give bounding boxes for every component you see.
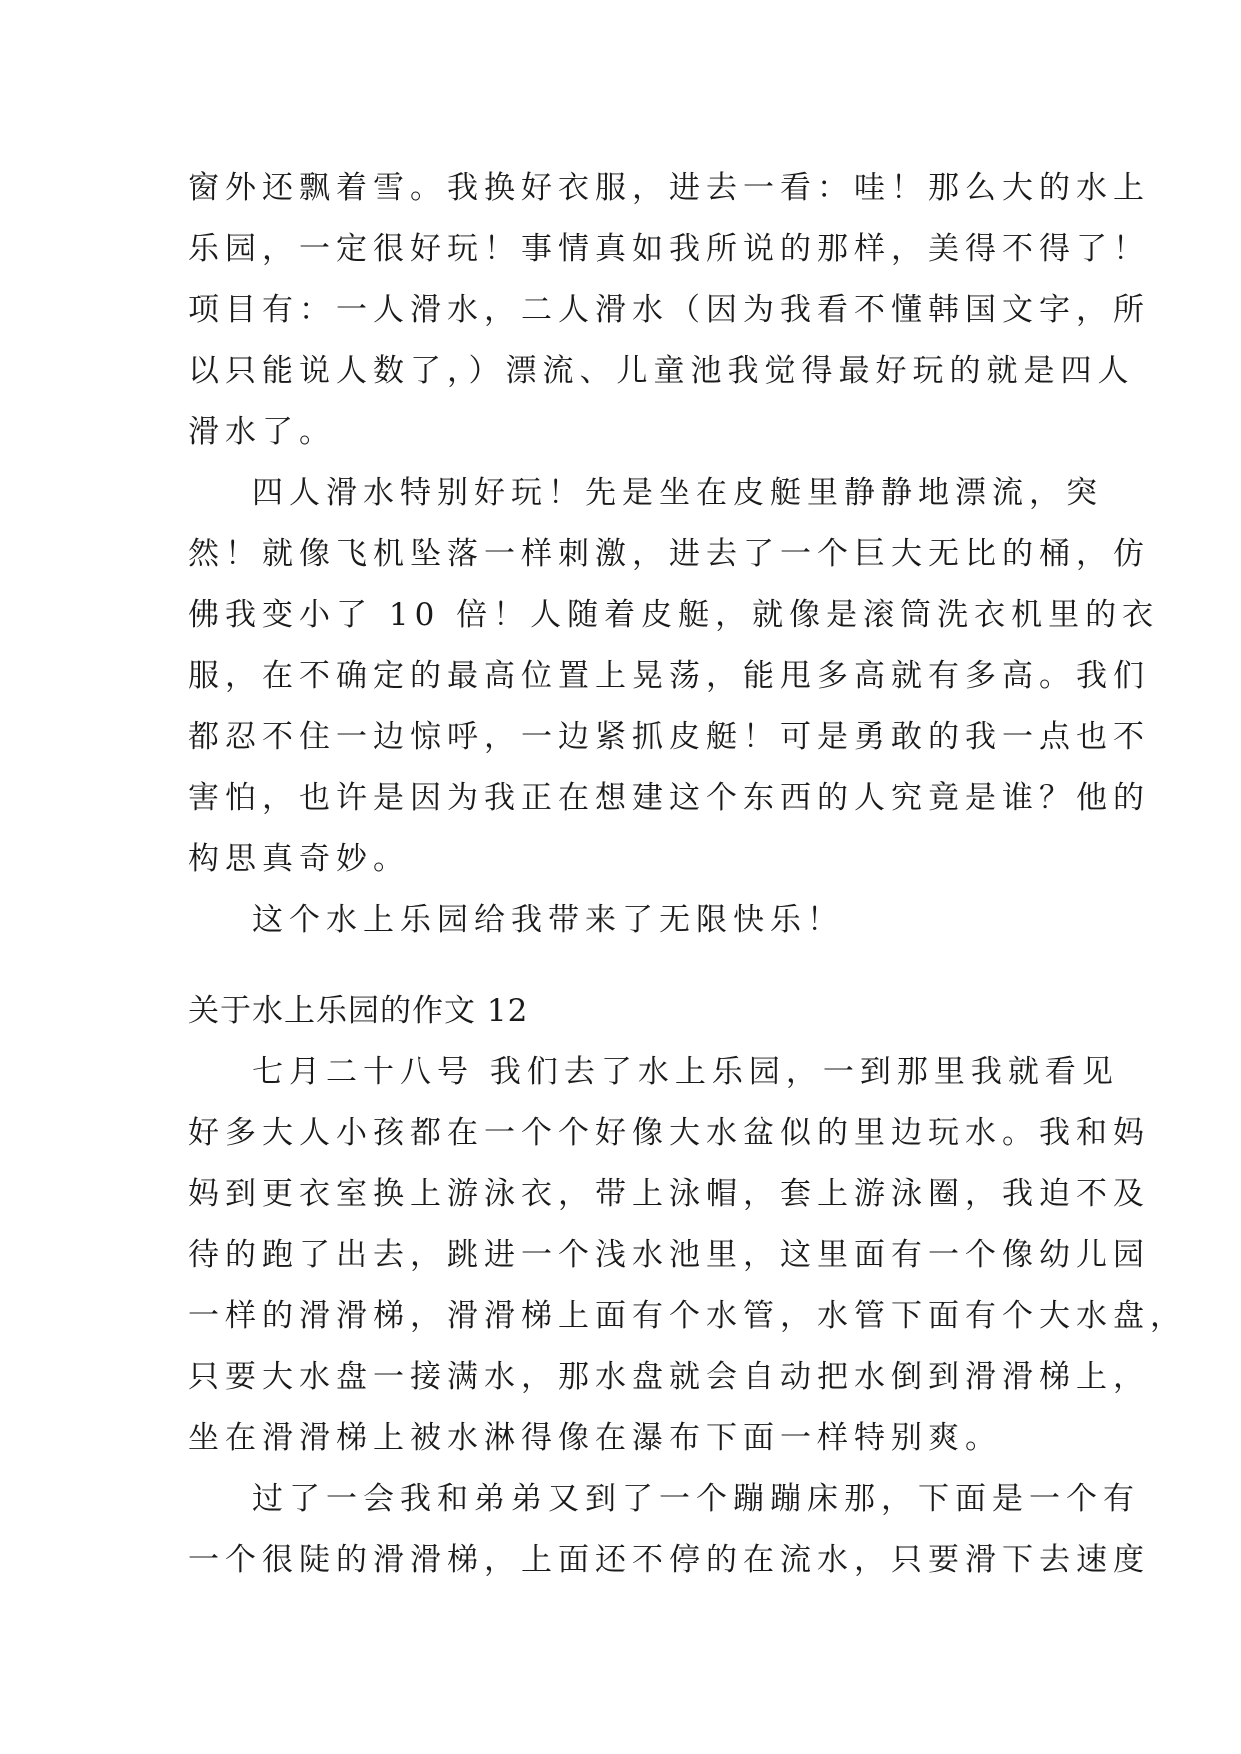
text-line: 滑水了。 (188, 414, 336, 450)
text-line: 一样的滑滑梯，滑滑梯上面有个水管，水管下面有个大水盘， (188, 1298, 1187, 1334)
text-line: 项目有：一人滑水，二人滑水（因为我看不懂韩国文字，所 (188, 292, 1150, 328)
paragraph (188, 463, 1160, 890)
section-gap (188, 951, 1068, 981)
text-line: 然！就像飞机坠落一样刺激，进去了一个巨大无比的桶，仿 (188, 536, 1150, 572)
text-line: 以只能说人数了，）漂流、儿童池我觉得最好玩的就是四人 (188, 353, 1135, 389)
text-line: 待的跑了出去，跳进一个浅水池里，这里面有一个像幼儿园 (188, 1237, 1150, 1273)
text-line: 服，在不确定的最高位置上晃荡，能甩多高就有多高。我们 (188, 658, 1150, 694)
section-title: 关于水上乐园的作文 12 (188, 993, 529, 1029)
paragraph (188, 1042, 1187, 1469)
text-line: 构思真奇妙。 (188, 841, 410, 877)
text-line: 乐园，一定很好玩！事情真如我所说的那样，美得不得了！ (188, 231, 1150, 267)
text-line: 只要大水盘一接满水，那水盘就会自动把水倒到滑滑梯上， (188, 1359, 1150, 1395)
text-line: 七月二十八号 我们去了水上乐园，一到那里我就看见 (252, 1054, 1119, 1090)
text-line: 好多大人小孩都在一个个好像大水盆似的里边玩水。我和妈 (188, 1115, 1150, 1151)
text-line: 一个很陡的滑滑梯，上面还不停的在流水，只要滑下去速度 (188, 1542, 1150, 1578)
paragraph (188, 158, 1150, 463)
text-line: 窗外还飘着雪。我换好衣服，进去一看：哇！那么大的水上 (188, 170, 1150, 206)
text-line: 妈到更衣室换上游泳衣，带上泳帽，套上游泳圈，我迫不及 (188, 1176, 1150, 1212)
document-page (188, 158, 1187, 1591)
text-line: 过了一会我和弟弟又到了一个蹦蹦床那，下面是一个有 (252, 1481, 1140, 1517)
text-line: 这个水上乐园给我带来了无限快乐！ (252, 902, 844, 938)
text-line: 佛我变小了 10 倍！人随着皮艇，就像是滚筒洗衣机里的衣 (188, 597, 1160, 633)
text-line: 坐在滑滑梯上被水淋得像在瀑布下面一样特别爽。 (188, 1420, 1002, 1456)
text-line: 害怕，也许是因为我正在想建这个东西的人究竟是谁？他的 (188, 780, 1150, 816)
text-line: 四人滑水特别好玩！先是坐在皮艇里静静地漂流，突 (252, 475, 1103, 511)
paragraph (188, 1469, 1150, 1591)
paragraph (188, 890, 1068, 951)
text-line: 都忍不住一边惊呼，一边紧抓皮艇！可是勇敢的我一点也不 (188, 719, 1150, 755)
